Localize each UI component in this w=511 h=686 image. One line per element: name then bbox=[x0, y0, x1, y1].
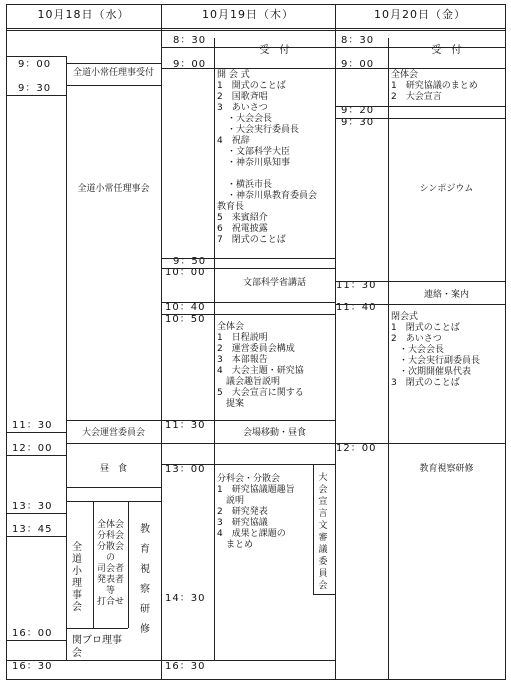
coordinators-line: 分散会 bbox=[96, 542, 124, 552]
closing-line: ・大会実行副委員長 bbox=[399, 356, 481, 366]
grid-line bbox=[161, 68, 335, 69]
closing-line: ・大会会長 bbox=[399, 345, 445, 355]
time-label: 10：00 bbox=[165, 267, 206, 278]
time-label: 10：40 bbox=[165, 302, 206, 313]
opening-line: ・横浜市長 bbox=[227, 180, 273, 190]
opening-line: 5 来賓紹介 bbox=[217, 213, 268, 223]
day19-ministry-lecture: 文部科学省講話 bbox=[242, 278, 306, 288]
time-label: 9：00 bbox=[18, 59, 52, 70]
day19-breakout-sessions bbox=[217, 474, 313, 551]
day19-plenary-session bbox=[217, 322, 335, 410]
opening-line: 4 祝辞 bbox=[217, 136, 250, 146]
time-label: 10：50 bbox=[165, 314, 206, 325]
grid-line bbox=[335, 68, 505, 69]
grid-line bbox=[161, 302, 335, 303]
day19-declaration-drafting-committee: 大会宣言文審議委員会 bbox=[318, 473, 328, 591]
header-oct-19: 10月19日（木） bbox=[202, 8, 294, 21]
coordinators-line: の bbox=[105, 553, 115, 563]
day18-coordinators-meeting bbox=[93, 520, 128, 608]
opening-line: ・神奈川県教育委員会 bbox=[227, 191, 318, 201]
grid-line bbox=[161, 464, 335, 465]
day18-event-border bbox=[66, 56, 67, 660]
breakout-line: 1 研究協議題趣旨 bbox=[217, 485, 295, 495]
grid-line bbox=[66, 63, 161, 64]
grid-line bbox=[6, 513, 66, 514]
plenary-line: 3 本部報告 bbox=[217, 355, 268, 365]
time-label: 9：20 bbox=[341, 105, 375, 116]
time-label: 11：30 bbox=[336, 280, 377, 291]
frame-right bbox=[505, 4, 506, 680]
plenary-line: 2 運営委員会構成 bbox=[217, 344, 295, 354]
time-label: 8：30 bbox=[173, 35, 207, 46]
coordinators-line: 全体会 bbox=[96, 520, 124, 530]
time-label: 16：00 bbox=[12, 628, 53, 639]
time-label: 14：30 bbox=[165, 593, 206, 604]
grid-line bbox=[66, 420, 161, 421]
closing-line: 閉会式 bbox=[391, 312, 419, 322]
header-oct-18: 10月18日（水） bbox=[37, 8, 130, 21]
day18-school-visit: 教育視察研修 bbox=[140, 524, 150, 635]
plenary-line: 1 研究協議のまとめ bbox=[391, 81, 478, 91]
day20-school-visit: 教育視察研修 bbox=[419, 464, 474, 474]
day18-board-meeting: 全道小常任理事会 bbox=[77, 184, 150, 194]
day20-plenary-session bbox=[391, 70, 505, 103]
day20-closing-ceremony bbox=[391, 312, 505, 389]
grid-line bbox=[66, 85, 161, 86]
opening-line: 7 閉式のことば bbox=[217, 235, 286, 245]
opening-line: ・神奈川県知事 bbox=[227, 158, 291, 168]
day18-council-meeting: 全道小理事会 bbox=[72, 542, 82, 613]
time-label: 12：00 bbox=[12, 443, 53, 454]
day18-kanburo-board: 関ブロ理事会 bbox=[72, 635, 122, 659]
grid-line bbox=[313, 594, 335, 595]
time-label: 11：40 bbox=[336, 302, 377, 313]
frame-left bbox=[6, 4, 7, 680]
grid-line bbox=[6, 56, 66, 57]
time-label: 9：00 bbox=[173, 59, 207, 70]
grid-line bbox=[161, 258, 335, 259]
time-label: 16：30 bbox=[165, 661, 206, 672]
day18-reception: 全道小常任理事受付 bbox=[72, 68, 154, 78]
time-label: 9：50 bbox=[173, 256, 207, 267]
grid-line bbox=[6, 455, 66, 456]
closing-line: 1 閉式のことば bbox=[391, 323, 460, 333]
opening-line: 2 国歌斉唱 bbox=[217, 92, 268, 102]
closing-line: 3 閉式のことば bbox=[391, 378, 460, 388]
grid-line bbox=[6, 640, 66, 641]
time-label: 11：30 bbox=[12, 420, 53, 431]
grid-line bbox=[128, 501, 129, 628]
grid-line bbox=[335, 118, 505, 119]
breakout-line: 2 研究発表 bbox=[217, 507, 268, 517]
grid-line bbox=[313, 464, 314, 594]
day19-reception: 受 付 bbox=[259, 45, 290, 56]
time-label: 9：00 bbox=[341, 59, 375, 70]
time-label: 9：30 bbox=[18, 83, 52, 94]
time-label: 13：00 bbox=[165, 464, 206, 475]
day18-lunch: 昼 食 bbox=[99, 464, 127, 474]
plenary-line: 4 大会主題・研究協 bbox=[217, 366, 304, 376]
grid-line bbox=[6, 660, 161, 661]
day20-announcements: 連絡・案内 bbox=[423, 290, 469, 300]
grid-line bbox=[335, 443, 505, 444]
breakout-line: まとめ bbox=[217, 540, 254, 550]
time-label: 16：30 bbox=[12, 661, 53, 672]
opening-line: 6 祝電披露 bbox=[217, 224, 268, 234]
time-label: 11：30 bbox=[165, 420, 206, 431]
opening-line: 1 開式のことば bbox=[217, 81, 286, 91]
grid-line bbox=[66, 443, 161, 444]
frame-bottom bbox=[6, 679, 506, 680]
grid-line bbox=[161, 660, 335, 661]
plenary-line: 提案 bbox=[217, 399, 245, 409]
time-label: 12：00 bbox=[336, 443, 377, 454]
plenary-line: 1 日程説明 bbox=[217, 333, 268, 343]
plenary-line: 5 大会宣言に関する bbox=[217, 388, 304, 398]
time-label: 8：30 bbox=[341, 35, 375, 46]
opening-line: ・文部科学大臣 bbox=[227, 147, 291, 157]
grid-line bbox=[6, 432, 66, 433]
opening-line: 開 会 式 bbox=[217, 70, 250, 80]
time-label: 9：30 bbox=[341, 117, 375, 128]
day20-symposium: シンポジウム bbox=[419, 184, 474, 194]
opening-line bbox=[217, 169, 335, 180]
closing-line: ・次期開催県代表 bbox=[399, 367, 472, 377]
grid-line bbox=[161, 420, 335, 421]
coordinators-line: 司会者 bbox=[96, 564, 124, 574]
header-oct-20: 10月20日（金） bbox=[374, 8, 466, 21]
grid-line bbox=[161, 268, 335, 269]
time-label: 13：30 bbox=[12, 501, 53, 512]
time-label: 13：45 bbox=[12, 524, 53, 535]
grid-line bbox=[66, 487, 161, 488]
breakout-line: 4 成果と課題の bbox=[217, 529, 286, 539]
plenary-line: 全体会 bbox=[217, 322, 245, 332]
opening-line: ・大会実行委員長 bbox=[227, 125, 300, 135]
grid-line bbox=[335, 281, 505, 282]
frame-top bbox=[6, 4, 506, 5]
grid-line bbox=[161, 443, 335, 444]
day19-event-border bbox=[214, 38, 215, 660]
grid-line bbox=[66, 501, 93, 502]
grid-line bbox=[161, 314, 335, 315]
day18-steering-committee: 大会運営委員会 bbox=[81, 428, 145, 438]
coordinators-line: 等 bbox=[105, 586, 115, 596]
grid-line bbox=[6, 95, 66, 96]
coordinators-line: 打合せ bbox=[96, 597, 124, 607]
day20-reception: 受 付 bbox=[431, 45, 462, 56]
day19-opening-ceremony bbox=[217, 70, 335, 246]
closing-line: 2 あいさつ bbox=[391, 334, 442, 344]
divider-18-19 bbox=[161, 4, 162, 680]
opening-line: 教育長 bbox=[217, 202, 245, 212]
breakout-line: 説明 bbox=[217, 496, 245, 506]
plenary-line: 全体会 bbox=[391, 70, 419, 80]
day20-event-border bbox=[388, 38, 389, 679]
coordinators-line: 発表者 bbox=[96, 575, 124, 585]
day19-transfer-lunch: 会場移動・昼食 bbox=[242, 428, 306, 438]
grid-line bbox=[6, 536, 66, 537]
opening-line: ・大会会長 bbox=[227, 114, 273, 124]
grid-line bbox=[93, 501, 161, 502]
plenary-line: 議会趣旨説明 bbox=[217, 377, 281, 387]
opening-line: 3 あいさつ bbox=[217, 103, 268, 113]
header-rule bbox=[6, 28, 506, 31]
grid-line bbox=[335, 304, 505, 305]
plenary-line: 2 大会宣言 bbox=[391, 92, 442, 102]
breakout-line: 3 研究協議 bbox=[217, 518, 268, 528]
grid-line bbox=[66, 628, 128, 629]
coordinators-line: 分科会 bbox=[96, 531, 124, 541]
breakout-line: 分科会・分散会 bbox=[217, 474, 281, 484]
grid-line bbox=[335, 106, 505, 107]
